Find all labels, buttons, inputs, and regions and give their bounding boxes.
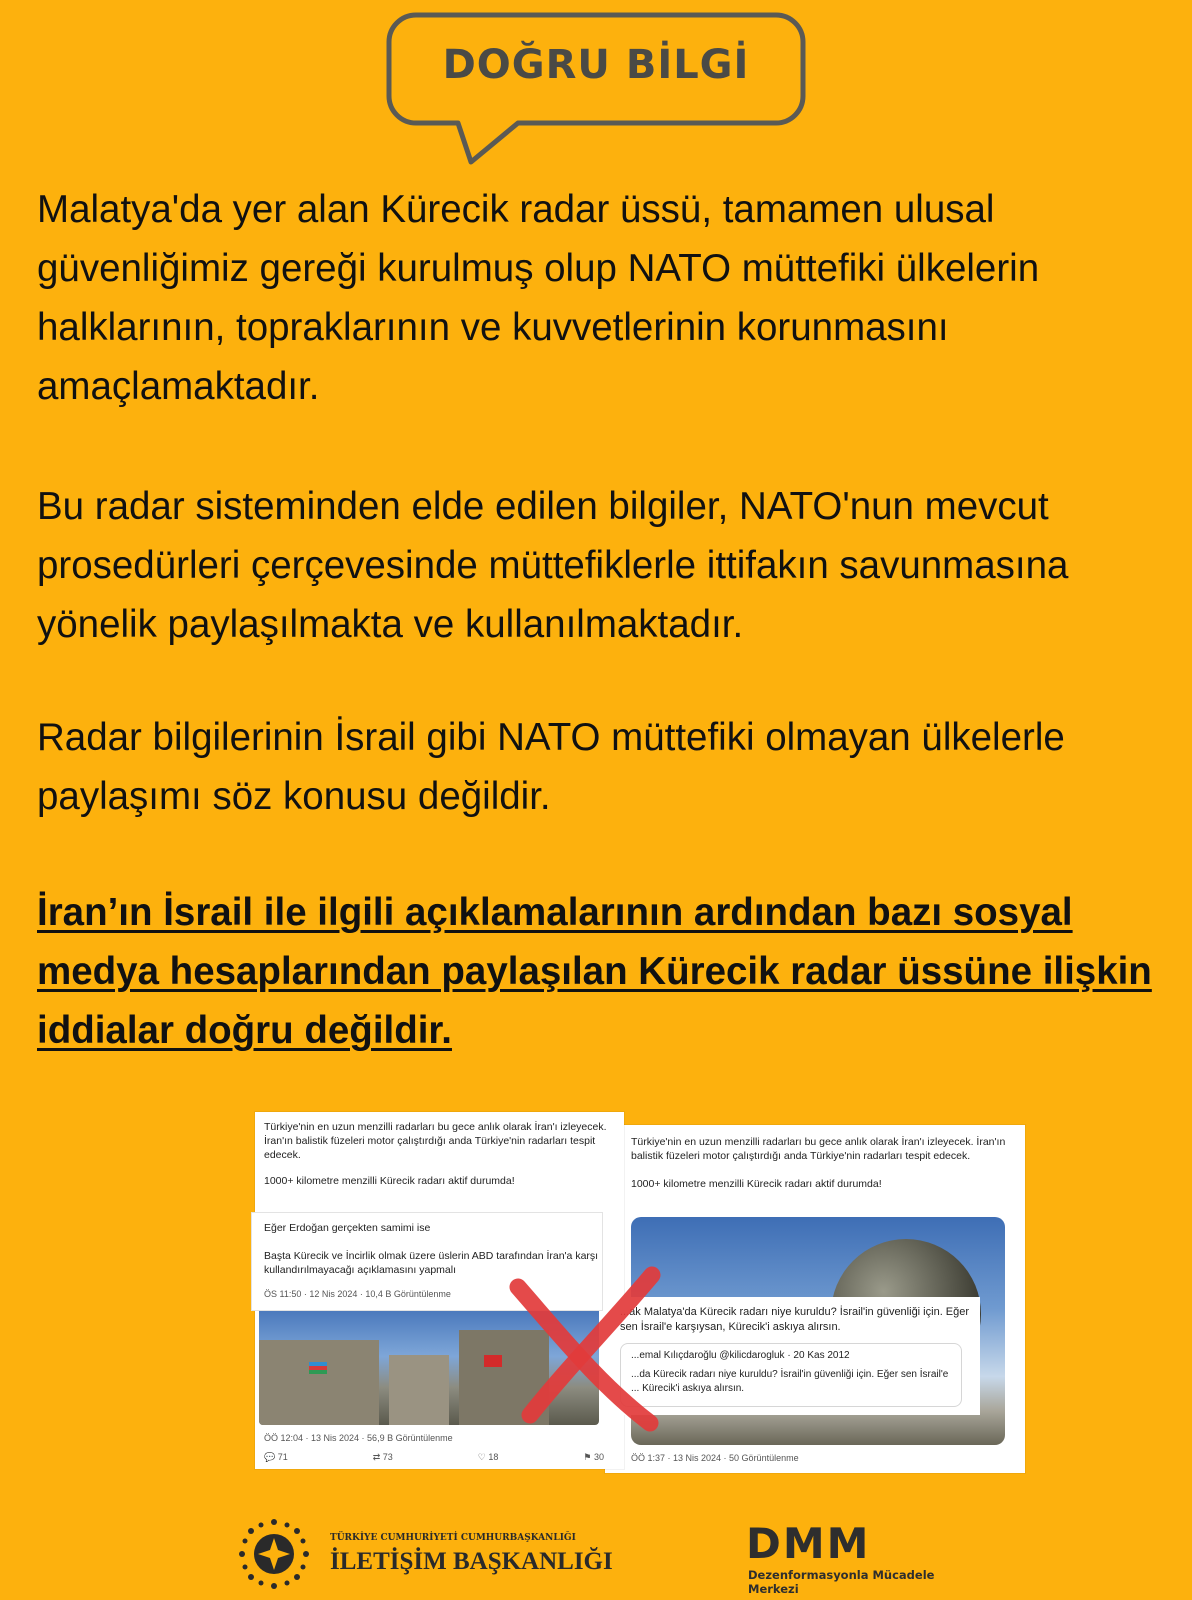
paragraph-1: Malatya'da yer alan Kürecik radar üssü, tamamen ulusal güvenliğimiz gereği kurulmuş olup NATO müttefiki ülkelerin halklarının, topraklarının ve kuvvetlerinin korunmasını amaçlamaktadır.: [37, 188, 1040, 408]
like-count: ♡ 18: [477, 1452, 499, 1462]
tweet-meta: ÖÖ 12:04 · 13 Nis 2024 · 56,9 B Görüntülenme: [264, 1433, 453, 1443]
red-cross-icon: [500, 1265, 670, 1435]
institution-title: İLETİŞİM BAŞKANLIĞI: [330, 1548, 613, 1575]
quote-meta: ÖS 11:50 · 12 Nis 2024 · 10,4 B Görüntülenme: [264, 1289, 451, 1299]
reply-count: 💬 71: [264, 1452, 288, 1462]
tweet-body: Türkiye'nin en uzun menzilli radarları bu gece anlık olarak İran'ı izleyecek. İran'ın balistik füzeleri motor çalıştırdığı anda Türkiye'nin radarları tespit edecek.: [264, 1121, 607, 1161]
embedded-tweet-author: ...emal Kılıçdaroğlu @kilicdarogluk · 20 Kas 2012: [631, 1350, 850, 1361]
bookmark-count: ⚑ 30: [583, 1452, 604, 1462]
tweet-text: [264, 1120, 619, 1188]
tweet-body-2: 1000+ kilometre menzilli Kürecik radarı aktif durumda!: [631, 1178, 882, 1190]
quote-line-1: ...ak Malatya'da Kürecik radarı niye kuruldu? İsrail'in güvenliği için. Eğer sen İsrail'e karşıysan, Kürecik'i askıya alırsın.: [620, 1306, 970, 1333]
conclusion-statement: İran’ın İsrail ile ilgili açıklamalarının ardından bazı sosyal medya hesaplarından paylaşılan Kürecik radar üssüne ilişkin iddialar doğru değildir.: [37, 891, 1152, 1052]
dmm-subtitle: Dezenformasyonla Mücadele Merkezi: [748, 1568, 935, 1596]
paragraph-2: Bu radar sisteminden elde edilen bilgiler, NATO'nun mevcut prosedürleri çerçevesinde müttefiklerle ittifakın savunmasına yönelik paylaşılmakta ve kullanılmaktadır.: [37, 485, 1069, 646]
institution-subtitle: TÜRKİYE CUMHURİYETİ CUMHURBAŞKANLIĞI: [330, 1533, 576, 1543]
tweet-text: [631, 1135, 1011, 1191]
paragraph-3: Radar bilgilerinin İsrail gibi NATO müttefiki olmayan ülkelerle paylaşımı söz konusu değildir.: [37, 716, 1065, 818]
embedded-tweet-body: ...da Kürecik radarı niye kuruldu? İsrail'in güvenliği için. Eğer sen İsrail'e ... Kürecik'i askıya alırsın.: [631, 1369, 949, 1394]
embedded-tweet: [620, 1343, 962, 1407]
tweet-meta: ÖÖ 1:37 · 13 Nis 2024 · 50 Görüntülenme: [631, 1453, 799, 1463]
quote-line-1: Eğer Erdoğan gerçekten samimi ise: [264, 1222, 431, 1234]
presidency-emblem-icon: [236, 1516, 312, 1592]
badge-label: DOĞRU BİLGİ: [442, 42, 750, 88]
tweet-body: Türkiye'nin en uzun menzilli radarları bu gece anlık olarak İran'ı izleyecek. İran'ın balistik füzeleri motor çalıştırdığı anda Türkiye'nin radarları tespit edecek.: [631, 1136, 1006, 1162]
tweet-body-2: 1000+ kilometre menzilli Kürecik radarı aktif durumda!: [264, 1175, 515, 1187]
dmm-logo: DMM: [746, 1519, 871, 1568]
speech-bubble-icon: [386, 12, 806, 172]
quote-line-2: Başta Kürecik ve İncirlik olmak üzere üslerin ABD tarafından İran'a karşı kullandırılmayacağı açıklamasını yapmalı: [264, 1250, 599, 1276]
doğru-bilgi-badge: [386, 12, 806, 126]
tweet-actions: [264, 1452, 604, 1463]
retweet-count: ⇄ 73: [372, 1452, 393, 1462]
